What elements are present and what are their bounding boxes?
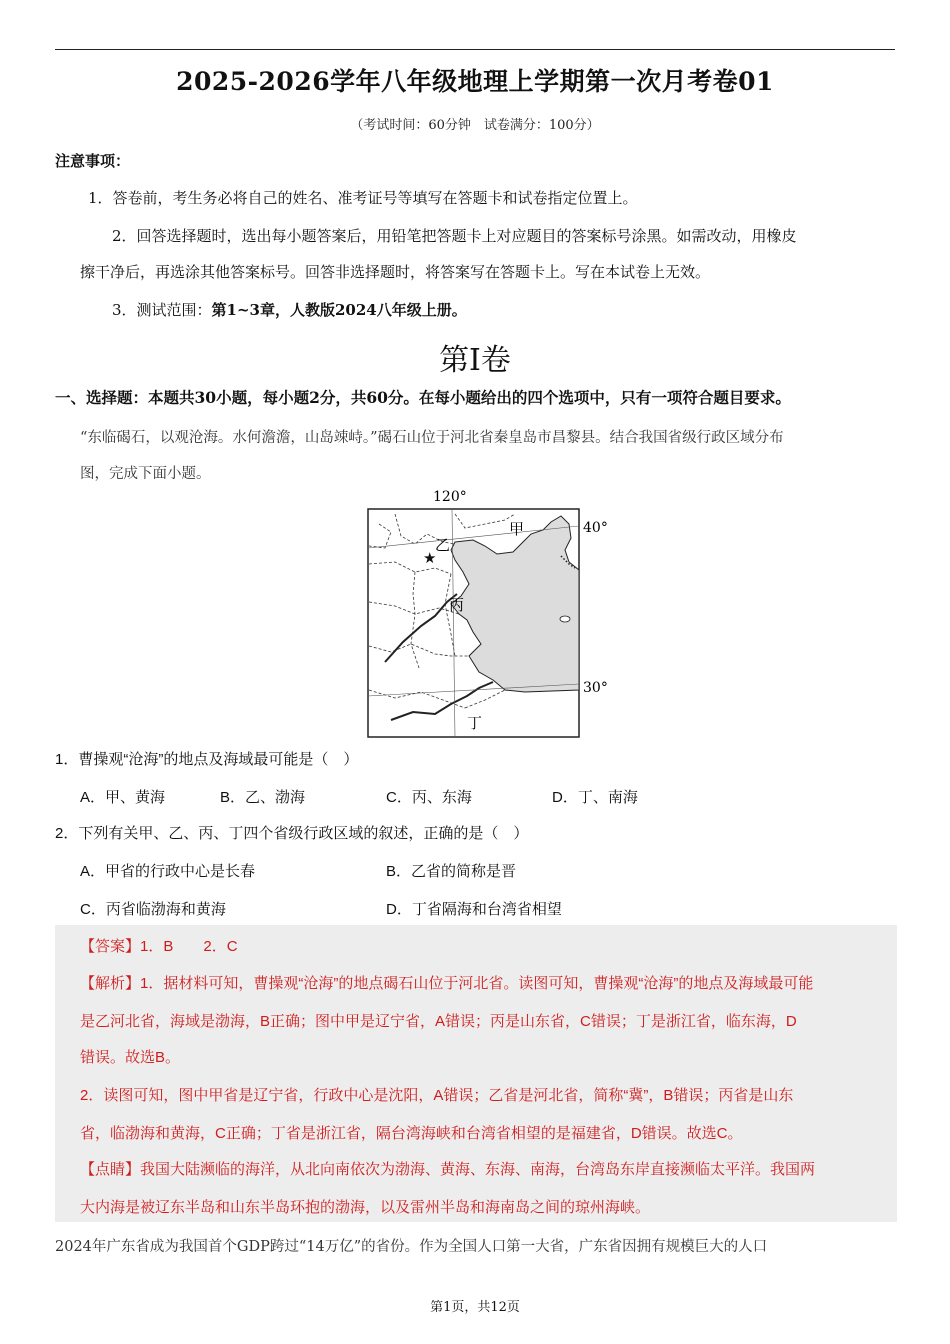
- map-label-bing: 丙: [449, 596, 465, 614]
- analysis-line-5: 省，临渤海和黄海，C正确；丁省是浙江省，隔台湾海峡和台湾省相望的是福建省，D错误。故选C。: [80, 1125, 743, 1142]
- q2-option-b: B．乙省的简称是晋: [386, 863, 517, 880]
- top-rule: [55, 49, 895, 50]
- map-label-yi: 乙: [435, 536, 451, 554]
- map-label-jia: 甲: [509, 520, 525, 538]
- q1-option-b: B．乙、渤海: [220, 789, 306, 806]
- material-line-2: 图，完成下面小题。: [80, 466, 211, 482]
- analysis-line-2: 是乙河北省，海域是渤海，B正确；图中甲是辽宁省，A错误；丙是山东省，C错误；丁是浙江省，临东海，D: [80, 1013, 797, 1030]
- material-line-1: “东临碣石，以观沧海。水何澹澹，山岛竦峙。”碣石山位于河北省秦皇岛市昌黎县。结合我国省级行政区域分布: [80, 430, 784, 446]
- page-footer: 第1页，共12页: [430, 1300, 520, 1315]
- question-2-stem: 2．下列有关甲、乙、丙、丁四个省级行政区域的叙述，正确的是（ ）: [55, 825, 529, 842]
- next-material: 2024年广东省成为我国首个GDP跨过“14万亿”的省份。作为全国人口第一大省，广东省因拥有规模巨大的人口: [55, 1239, 768, 1255]
- q1-option-d: D．丁、南海: [552, 789, 638, 806]
- section-heading: 一、选择题：本题共30小题，每小题2分，共60分。在每小题给出的四个选项中，只有一项符合题目要求。: [55, 388, 791, 407]
- q1-option-c: C．丙、东海: [386, 789, 472, 806]
- volume-title: 第Ⅰ卷: [439, 343, 511, 378]
- star-icon: ★: [423, 549, 437, 567]
- map-label-ding: 丁: [467, 714, 483, 732]
- question-1-stem: 1．曹操观“沧海”的地点及海域最可能是（ ）: [55, 751, 359, 768]
- island: [560, 616, 570, 622]
- q1-option-a: A．甲、黄海: [80, 789, 166, 806]
- page-title: 2025-2026学年八年级地理上学期第一次月考卷01: [176, 67, 774, 96]
- exam-info: （考试时间：60分钟 试卷满分：100分）: [350, 118, 600, 133]
- province-map: [355, 484, 625, 740]
- q2-option-a: A．甲省的行政中心是长春: [80, 863, 256, 880]
- tip-line-1: 【点睛】我国大陆濒临的海洋，从北向南依次为渤海、黄海、东海、南海，台湾岛东岸直接濒临太平洋。我国两: [80, 1161, 816, 1178]
- analysis-line-1: 【解析】1．据材料可知，曹操观“沧海”的地点碣石山位于河北省。读图可知，曹操观“沧海”的地点及海域最可能: [80, 975, 814, 992]
- notice-item-2-line-2: 擦干净后，再选涂其他答案标号。回答非选择题时，将答案写在答题卡上。写在本试卷上无效。: [80, 263, 711, 281]
- map-label-30: 30°: [583, 680, 608, 696]
- analysis-line-4: 2．读图可知，图中甲省是辽宁省，行政中心是沈阳，A错误；乙省是河北省，简称“冀”，B错误；丙省是山东: [80, 1087, 794, 1104]
- notice-item-3: [112, 300, 467, 320]
- analysis-line-3: 错误。故选B。: [80, 1049, 181, 1066]
- map-label-120: 120°: [433, 489, 467, 505]
- tip-line-2: 大内海是被辽东半岛和山东半岛环抱的渤海，以及雷州半岛和海南岛之间的琼州海峡。: [80, 1199, 651, 1216]
- q2-option-c: C．丙省临渤海和黄海: [80, 901, 226, 918]
- answer-line: 【答案】1．B 2．C: [80, 938, 238, 955]
- notice-item-2-line-1: 2．回答选择题时，选出每小题答案后，用铅笔把答题卡上对应题目的答案标号涂黑。如需改动，用橡皮: [112, 227, 797, 245]
- notice-heading: 注意事项：: [55, 152, 131, 170]
- map-label-40: 40°: [583, 520, 608, 536]
- notice-item-1: 1．答卷前，考生务必将自己的姓名、准考证号等填写在答题卡和试卷指定位置上。: [88, 189, 638, 207]
- notice-item-3-prefix: 3．测试范围：: [112, 301, 212, 319]
- notice-item-3-scope: 第1~3章，人教版2024八年级上册。: [211, 301, 467, 319]
- q2-option-d: D．丁省隔海和台湾省相望: [386, 901, 562, 918]
